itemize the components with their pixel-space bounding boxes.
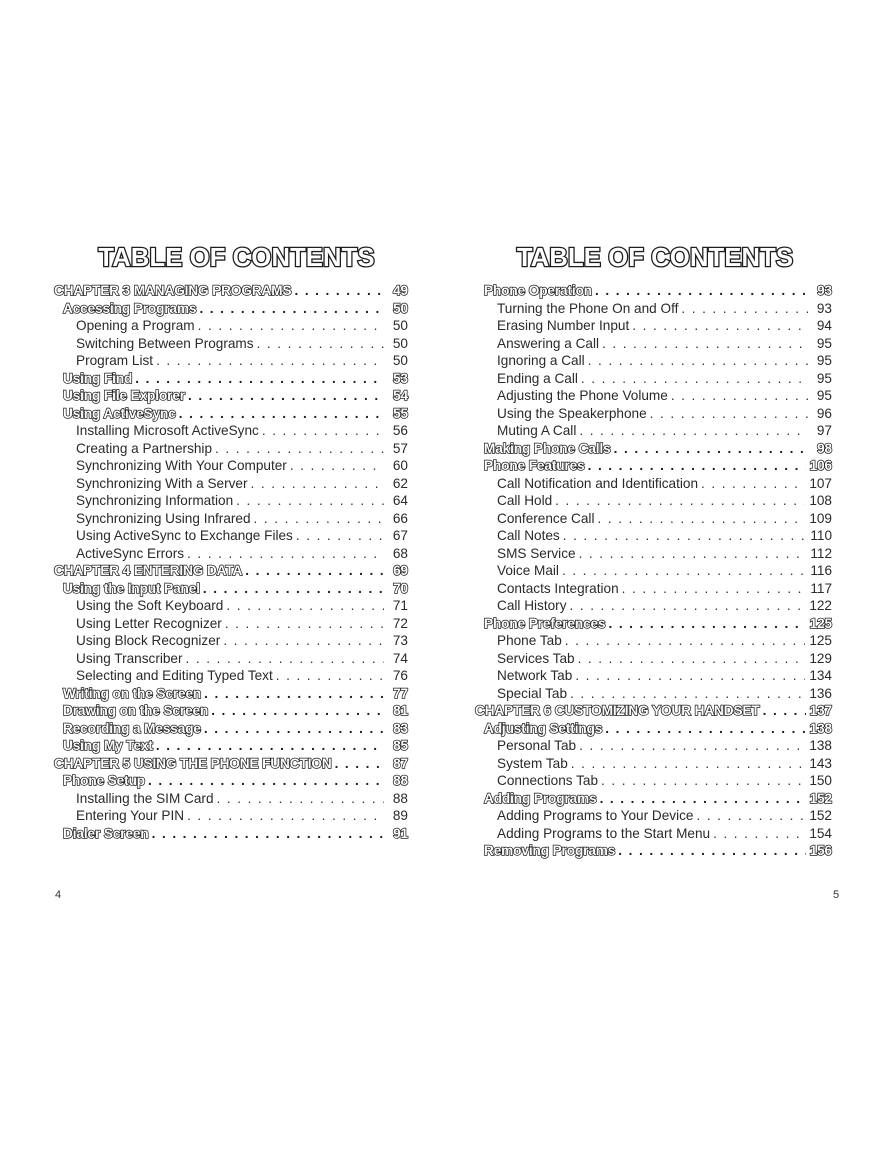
toc-entry-page: 109: [809, 510, 832, 526]
dot-leader: [199, 300, 384, 318]
toc-entry: [54, 685, 408, 703]
toc-entry-page: 129: [809, 650, 832, 666]
toc-entry-label: Using Find: [63, 370, 133, 386]
dot-leader: [602, 335, 808, 353]
dot-leader: [204, 685, 384, 703]
toc-entry-label: Phone Features: [484, 458, 585, 473]
toc-entry: [54, 492, 408, 510]
toc-entry: [475, 282, 832, 300]
toc-entry-label: CHAPTER 6 CUSTOMIZING YOUR HANDSET: [475, 703, 760, 718]
toc-entry-page: 87: [393, 755, 408, 771]
toc-entry: [54, 790, 408, 808]
toc-entry: [54, 527, 408, 545]
toc-entry-label: Turning the Phone On and Off: [497, 300, 679, 316]
toc-entry-page: 50: [392, 353, 408, 368]
page-title: TABLE OF CONTENTS: [98, 244, 375, 272]
page-number: 5: [833, 889, 840, 901]
toc-entry-page: 66: [392, 510, 408, 526]
toc-entry-label: Adding Programs to Your Device: [497, 808, 694, 823]
toc-entry-page: 122: [809, 598, 832, 613]
toc-entry: [54, 370, 408, 388]
toc-entry-page: 143: [809, 755, 832, 771]
toc-entry-page: 116: [810, 563, 832, 578]
toc-entry: [54, 632, 408, 650]
toc-entry-label: Writing on the Screen: [63, 685, 202, 701]
toc-entry-label: Phone Operation: [484, 283, 593, 298]
toc-entry-label: Ending a Call: [497, 370, 578, 386]
toc-entry-label: Contacts Integration: [497, 580, 619, 596]
toc-entry-page: 68: [392, 545, 408, 561]
dot-leader: [565, 632, 806, 650]
toc-entry-label: CHAPTER 5 USING THE PHONE FUNCTION: [54, 755, 332, 771]
toc-entry: [54, 650, 408, 668]
dot-leader: [186, 650, 384, 668]
toc-entry: [475, 650, 832, 668]
dot-leader: [254, 510, 384, 528]
dot-leader: [605, 720, 805, 738]
toc-entry: [475, 580, 832, 598]
toc-entry: [54, 317, 408, 335]
toc-entry: [475, 562, 832, 580]
dot-leader: [562, 562, 806, 580]
toc-entry: [475, 440, 832, 458]
toc-entry-page: 54: [393, 388, 408, 403]
toc-entry-label: Phone Setup: [63, 773, 145, 788]
toc-entry-page: 107: [809, 475, 832, 491]
toc-entry-page: 73: [392, 633, 408, 648]
toc-entry: [475, 475, 832, 493]
toc-entry-page: 108: [809, 493, 832, 508]
dot-leader: [225, 615, 384, 633]
toc-entry-label: Muting A Call: [497, 423, 577, 438]
toc-entry: [475, 807, 832, 825]
dot-leader: [713, 825, 805, 843]
toc-entry-page: 50: [392, 318, 408, 333]
toc-entry-page: 89: [392, 808, 408, 823]
dot-leader: [588, 457, 806, 475]
dot-leader: [595, 282, 808, 300]
toc-entry: [54, 737, 408, 755]
toc-entry-page: 70: [393, 580, 408, 596]
dot-leader: [179, 405, 384, 423]
dot-leader: [203, 580, 384, 598]
toc-entry-label: Installing Microsoft ActiveSync: [76, 423, 259, 438]
dot-leader: [650, 405, 808, 423]
toc-entry: [475, 300, 832, 318]
toc-entry-label: Using Transcriber: [76, 650, 183, 666]
toc-entry-label: Removing Programs: [484, 843, 616, 858]
toc-entry-page: 60: [392, 458, 408, 473]
toc-entry-label: Synchronizing With Your Computer: [76, 458, 287, 473]
toc-entry-page: 53: [393, 370, 408, 386]
toc-entry-label: Using ActiveSync to Exchange Files: [76, 528, 293, 543]
toc-entry-page: 125: [809, 615, 832, 631]
toc-entry: [54, 562, 408, 580]
toc-entry: [475, 335, 832, 353]
toc-entry-label: Dialer Screen: [63, 825, 149, 841]
dot-leader: [563, 527, 807, 545]
toc-entry: [475, 632, 832, 650]
toc-entry: [54, 755, 408, 773]
toc-entry-page: 154: [809, 825, 832, 841]
dot-leader: [579, 422, 808, 440]
toc-entry-page: 57: [392, 440, 408, 456]
toc-entry-page: 49: [393, 283, 408, 298]
dot-leader: [579, 545, 807, 563]
toc-entry-page: 74: [392, 650, 408, 666]
dot-leader: [575, 667, 805, 685]
dot-leader: [632, 317, 808, 335]
toc-entry: [54, 387, 408, 405]
toc-entry: [54, 545, 408, 563]
toc-entry: [475, 387, 832, 405]
toc-list: [54, 282, 408, 842]
toc-entry-label: Using the Speakerphone: [497, 405, 647, 421]
toc-entry: [54, 440, 408, 458]
dot-leader: [571, 755, 806, 773]
dot-leader: [618, 842, 805, 860]
toc-entry-page: 64: [392, 493, 408, 508]
toc-list: [475, 282, 832, 860]
dot-leader: [156, 352, 384, 370]
toc-entry: [54, 510, 408, 528]
toc-entry: [54, 352, 408, 370]
dot-leader: [187, 807, 384, 825]
toc-entry-page: 83: [393, 720, 408, 736]
toc-entry-label: Call History: [497, 598, 567, 613]
toc-entry: [54, 667, 408, 685]
toc-entry-label: Special Tab: [497, 685, 568, 701]
toc-entry-label: Drawing on the Screen: [63, 703, 209, 718]
toc-entry-page: 138: [809, 720, 832, 736]
toc-entry-label: Call Hold: [497, 493, 553, 508]
toc-entry: [475, 790, 832, 808]
toc-entry-label: ActiveSync Errors: [76, 545, 185, 561]
toc-entry-label: Adjusting Settings: [484, 720, 603, 736]
toc-entry-page: 55: [393, 405, 408, 421]
toc-entry: [475, 510, 832, 528]
toc-entry-page: 95: [816, 370, 832, 386]
toc-entry-label: System Tab: [497, 755, 568, 771]
dot-leader: [763, 702, 806, 720]
toc-entry-label: Using the Input Panel: [63, 580, 200, 596]
toc-entry: [475, 615, 832, 633]
dot-leader: [217, 790, 384, 808]
page-number: 4: [55, 889, 62, 901]
toc-entry-label: Connections Tab: [497, 773, 599, 788]
dot-leader: [226, 597, 384, 615]
toc-entry-label: Installing the SIM Card: [76, 790, 214, 806]
toc-entry: [475, 772, 832, 790]
toc-entry-page: 112: [810, 545, 832, 561]
dot-leader: [262, 422, 384, 440]
toc-entry-label: SMS Service: [497, 545, 576, 561]
toc-entry-label: Switching Between Programs: [76, 335, 254, 351]
toc-entry: [54, 580, 408, 598]
toc-entry: [54, 615, 408, 633]
toc-entry-page: 94: [816, 318, 832, 333]
dot-leader: [600, 790, 806, 808]
toc-entry-label: Phone Preferences: [484, 615, 606, 631]
toc-entry-page: 88: [393, 773, 408, 788]
toc-entry: [54, 772, 408, 790]
toc-entry-label: Making Phone Calls: [484, 440, 611, 456]
toc-entry-label: Using ActiveSync: [63, 405, 176, 421]
dot-leader: [156, 737, 384, 755]
toc-entry-label: Using Block Recognizer: [76, 633, 221, 648]
toc-entry-page: 137: [809, 703, 832, 718]
dot-leader: [681, 300, 808, 318]
dot-leader: [211, 702, 384, 720]
toc-entry: [475, 370, 832, 388]
toc-entry-label: Synchronizing Using Infrared: [76, 510, 251, 526]
dot-leader: [215, 440, 384, 458]
dot-leader: [597, 510, 805, 528]
dot-leader: [578, 650, 806, 668]
dot-leader: [148, 772, 384, 790]
toc-entry-page: 156: [809, 843, 832, 858]
toc-entry: [54, 457, 408, 475]
dot-leader: [198, 317, 384, 335]
toc-entry-label: Entering Your PIN: [76, 808, 185, 823]
toc-entry: [475, 597, 832, 615]
toc-entry-label: Ignoring a Call: [497, 353, 585, 368]
toc-entry-label: Adding Programs to the Start Menu: [497, 825, 711, 841]
dot-leader: [555, 492, 805, 510]
dot-leader: [671, 387, 808, 405]
toc-entry: [475, 667, 832, 685]
toc-entry: [475, 685, 832, 703]
toc-entry: [54, 702, 408, 720]
dot-leader: [236, 492, 384, 510]
dot-leader: [614, 440, 808, 458]
toc-entry-label: Opening a Program: [76, 318, 195, 333]
toc-entry-label: Program List: [76, 353, 154, 368]
dot-leader: [588, 352, 808, 370]
toc-entry-page: 152: [809, 790, 832, 806]
toc-entry: [54, 720, 408, 738]
toc-entry-page: 72: [392, 615, 408, 631]
toc-entry-page: 150: [809, 773, 832, 788]
dot-leader: [294, 282, 384, 300]
toc-entry: [54, 300, 408, 318]
toc-entry: [54, 825, 408, 843]
dot-leader: [152, 825, 384, 843]
dot-leader: [608, 615, 805, 633]
toc-entry-label: CHAPTER 4 ENTERING DATA: [54, 563, 243, 578]
toc-entry-page: 95: [816, 353, 832, 368]
dot-leader: [570, 685, 805, 703]
toc-entry-label: Selecting and Editing Typed Text: [76, 668, 273, 683]
toc-entry-label: Answering a Call: [497, 335, 599, 351]
toc-entry: [475, 825, 832, 843]
toc-entry-label: Using the Soft Keyboard: [76, 598, 224, 613]
toc-entry: [475, 545, 832, 563]
toc-entry-page: 98: [817, 440, 832, 456]
dot-leader: [601, 772, 805, 790]
toc-entry-page: 50: [392, 335, 408, 351]
toc-entry: [475, 422, 832, 440]
toc-entry-label: Services Tab: [497, 650, 575, 666]
toc-entry: [54, 422, 408, 440]
dot-leader: [570, 597, 806, 615]
toc-entry-page: 117: [810, 580, 832, 596]
toc-entry: [54, 282, 408, 300]
toc-entry-page: 134: [809, 668, 832, 683]
toc-entry-page: 95: [816, 335, 832, 351]
toc-entry-label: Erasing Number Input: [497, 318, 630, 333]
right-page: [446, 0, 893, 1155]
toc-entry: [475, 352, 832, 370]
dot-leader: [204, 720, 384, 738]
toc-entry: [475, 842, 832, 860]
toc-entry: [54, 405, 408, 423]
toc-entry-label: Using My Text: [63, 738, 153, 753]
toc-entry-label: Using Letter Recognizer: [76, 615, 222, 631]
toc-entry-page: 93: [816, 300, 832, 316]
toc-entry-page: 110: [810, 528, 832, 543]
toc-entry: [475, 755, 832, 773]
toc-entry-page: 50: [393, 300, 408, 316]
toc-entry-page: 97: [816, 423, 832, 438]
toc-entry-page: 56: [392, 423, 408, 438]
dot-leader: [335, 755, 384, 773]
dot-leader: [276, 667, 384, 685]
toc-entry-page: 85: [393, 738, 408, 753]
dot-leader: [701, 475, 805, 493]
toc-entry-label: Using File Explorer: [63, 388, 185, 403]
toc-entry-label: Network Tab: [497, 668, 573, 683]
dot-leader: [581, 370, 808, 388]
toc-entry-page: 62: [392, 475, 408, 491]
dot-leader: [257, 335, 384, 353]
left-page: [0, 0, 446, 1155]
toc-entry-label: Recording a Message: [63, 720, 201, 736]
toc-entry: [54, 807, 408, 825]
toc-entry-page: 106: [809, 458, 832, 473]
toc-entry-label: CHAPTER 3 MANAGING PROGRAMS: [54, 283, 292, 298]
toc-entry-label: Call Notification and Identification: [497, 475, 698, 491]
toc-entry: [475, 720, 832, 738]
toc-entry-label: Conference Call: [497, 510, 595, 526]
toc-entry-page: 93: [817, 283, 832, 298]
toc-entry-page: 67: [392, 528, 408, 543]
toc-entry-page: 91: [393, 825, 408, 841]
toc-entry-page: 76: [392, 668, 408, 683]
dot-leader: [696, 807, 805, 825]
toc-entry: [54, 475, 408, 493]
toc-entry-label: Accessing Programs: [63, 300, 197, 316]
toc-entry-label: Adjusting the Phone Volume: [497, 388, 668, 403]
dot-leader: [296, 527, 384, 545]
toc-entry-page: 96: [816, 405, 832, 421]
toc-entry-page: 81: [393, 703, 408, 718]
dot-leader: [135, 370, 384, 388]
toc-entry-page: 88: [392, 790, 408, 806]
toc-entry-label: Synchronizing Information: [76, 493, 234, 508]
dot-leader: [579, 737, 805, 755]
toc-entry-label: Voice Mail: [497, 563, 559, 578]
toc-entry-page: 71: [392, 598, 408, 613]
dot-leader: [622, 580, 807, 598]
toc-entry-page: 136: [809, 685, 832, 701]
toc-entry-label: Phone Tab: [497, 633, 562, 648]
page-title: TABLE OF CONTENTS: [516, 244, 794, 272]
toc-entry-page: 69: [393, 563, 408, 578]
dot-leader: [245, 562, 384, 580]
toc-entry: [475, 492, 832, 510]
toc-entry-label: Call Notes: [497, 528, 560, 543]
toc-entry: [475, 457, 832, 475]
toc-entry-page: 152: [809, 808, 832, 823]
toc-entry: [475, 405, 832, 423]
dot-leader: [188, 387, 384, 405]
toc-entry: [54, 597, 408, 615]
toc-entry-label: Creating a Partnership: [76, 440, 213, 456]
toc-entry: [475, 737, 832, 755]
toc-entry: [475, 317, 832, 335]
toc-entry-page: 138: [809, 738, 832, 753]
toc-entry-page: 77: [393, 685, 408, 701]
dot-leader: [187, 545, 384, 563]
toc-entry-page: 125: [809, 633, 832, 648]
toc-entry: [475, 702, 832, 720]
toc-entry: [54, 335, 408, 353]
toc-entry-label: Personal Tab: [497, 738, 577, 753]
dot-leader: [290, 457, 384, 475]
toc-entry: [475, 527, 832, 545]
toc-entry-label: Adding Programs: [484, 790, 597, 806]
toc-entry-page: 95: [816, 388, 832, 403]
dot-leader: [251, 475, 384, 493]
toc-entry-label: Synchronizing With a Server: [76, 475, 248, 491]
dot-leader: [223, 632, 384, 650]
